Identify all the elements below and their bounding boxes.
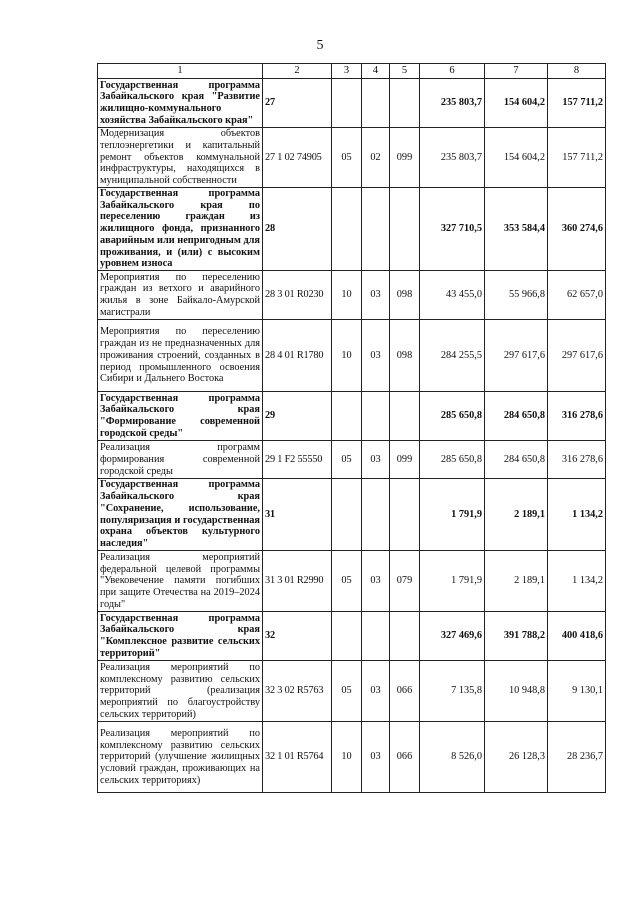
row-value-col8-cell: 316 278,6 [548, 392, 606, 441]
row-subsection-cell: 03 [362, 551, 390, 612]
row-value-col7-cell: 154 604,2 [485, 79, 548, 128]
row-expense-type-cell [390, 479, 420, 551]
column-header: 1 [98, 64, 263, 79]
row-value-col8-cell: 1 134,2 [548, 551, 606, 612]
row-expense-type-cell: 098 [390, 320, 420, 392]
row-value-col6-cell: 43 455,0 [420, 271, 485, 320]
table-row [98, 128, 606, 188]
row-expense-type-cell: 099 [390, 441, 420, 479]
row-code-cell: 32 1 01 R5764 [263, 722, 332, 793]
row-value-col7-cell: 353 584,4 [485, 188, 548, 271]
row-value-col8-cell: 316 278,6 [548, 441, 606, 479]
column-header: 2 [263, 64, 332, 79]
row-expense-type-cell [390, 188, 420, 271]
row-section-cell [332, 612, 362, 661]
row-value-col6-cell: 1 791,9 [420, 551, 485, 612]
column-header: 5 [390, 64, 420, 79]
row-name-cell: Государственная программа Забайкальского края "Комплексное развитие сельских территорий" [98, 612, 263, 661]
table-row [98, 320, 606, 392]
row-value-col8-cell: 360 274,6 [548, 188, 606, 271]
table-row [98, 661, 606, 722]
row-name-cell: Государственная программа Забайкальского края "Формирование современной городской среды" [98, 392, 263, 441]
column-header: 3 [332, 64, 362, 79]
row-section-cell: 05 [332, 128, 362, 188]
row-code-cell: 31 3 01 R2990 [263, 551, 332, 612]
row-code-cell: 32 [263, 612, 332, 661]
row-section-cell: 05 [332, 551, 362, 612]
row-value-col6-cell: 285 650,8 [420, 441, 485, 479]
row-name-cell: Государственная программа Забайкальского края "Сохранение, использование, популяризация и государственная охрана объектов культурного наследия" [98, 479, 263, 551]
table-row [98, 392, 606, 441]
row-value-col8-cell: 28 236,7 [548, 722, 606, 793]
row-value-col6-cell: 235 803,7 [420, 128, 485, 188]
column-header: 6 [420, 64, 485, 79]
row-value-col7-cell: 284 650,8 [485, 392, 548, 441]
row-value-col7-cell: 55 966,8 [485, 271, 548, 320]
table-row [98, 479, 606, 551]
row-value-col7-cell: 297 617,6 [485, 320, 548, 392]
row-value-col7-cell: 391 788,2 [485, 612, 548, 661]
row-name-cell: Мероприятия по переселению граждан из ветхого и аварийного жилья в зоне Байкало-Амурской магистрали [98, 271, 263, 320]
page-number: 5 [316, 38, 324, 53]
row-value-col6-cell: 285 650,8 [420, 392, 485, 441]
row-value-col6-cell: 7 135,8 [420, 661, 485, 722]
row-code-cell: 29 [263, 392, 332, 441]
row-subsection-cell: 03 [362, 271, 390, 320]
row-section-cell: 10 [332, 320, 362, 392]
row-section-cell: 10 [332, 722, 362, 793]
row-code-cell: 27 1 02 74905 [263, 128, 332, 188]
row-subsection-cell: 03 [362, 722, 390, 793]
row-value-col6-cell: 284 255,5 [420, 320, 485, 392]
table-row [98, 188, 606, 271]
table-row [98, 271, 606, 320]
row-code-cell: 29 1 F2 55550 [263, 441, 332, 479]
row-name-cell: Модернизация объектов теплоэнергетики и капитальный ремонт объектов коммунальной инфраструктуры, находящихся в муниципальной собственности [98, 128, 263, 188]
row-value-col7-cell: 154 604,2 [485, 128, 548, 188]
row-expense-type-cell: 098 [390, 271, 420, 320]
row-name-cell: Мероприятия по переселению граждан из не предназначенных для проживания строений, созданных в период промышленного освоения Сибири и Дальнего Востока [98, 320, 263, 392]
row-expense-type-cell: 066 [390, 661, 420, 722]
column-header: 8 [548, 64, 606, 79]
row-subsection-cell: 03 [362, 661, 390, 722]
row-subsection-cell: 03 [362, 320, 390, 392]
row-subsection-cell: 02 [362, 128, 390, 188]
row-section-cell: 05 [332, 661, 362, 722]
header-row [98, 64, 606, 79]
row-value-col6-cell: 235 803,7 [420, 79, 485, 128]
budget-table [97, 63, 606, 793]
row-code-cell: 27 [263, 79, 332, 128]
table-row [98, 722, 606, 793]
row-code-cell: 31 [263, 479, 332, 551]
column-header: 4 [362, 64, 390, 79]
row-subsection-cell: 03 [362, 441, 390, 479]
row-subsection-cell [362, 79, 390, 128]
table-row [98, 441, 606, 479]
row-name-cell: Реализация программ формирования современной городской среды [98, 441, 263, 479]
row-subsection-cell [362, 612, 390, 661]
row-value-col8-cell: 9 130,1 [548, 661, 606, 722]
row-value-col6-cell: 327 710,5 [420, 188, 485, 271]
row-section-cell: 10 [332, 271, 362, 320]
row-value-col7-cell: 284 650,8 [485, 441, 548, 479]
row-value-col8-cell: 297 617,6 [548, 320, 606, 392]
row-section-cell [332, 188, 362, 271]
row-name-cell: Реализация мероприятий федеральной целевой программы "Увековечение памяти погибших при защите Отечества на 2019–2024 годы" [98, 551, 263, 612]
table-body [98, 79, 606, 793]
row-value-col7-cell: 2 189,1 [485, 551, 548, 612]
row-value-col8-cell: 62 657,0 [548, 271, 606, 320]
table-row [98, 612, 606, 661]
row-expense-type-cell: 079 [390, 551, 420, 612]
row-subsection-cell [362, 188, 390, 271]
row-code-cell: 28 [263, 188, 332, 271]
row-subsection-cell [362, 479, 390, 551]
row-code-cell: 32 3 02 R5763 [263, 661, 332, 722]
row-name-cell: Государственная программа Забайкальского края по переселению граждан из жилищного фонда, признанного аварийным или непригодным для проживания, и (или) с высоким уровнем износа [98, 188, 263, 271]
column-header: 7 [485, 64, 548, 79]
row-name-cell: Реализация мероприятий по комплексному развитию сельских территорий (улучшение жилищных условий граждан, проживающих на сельских территориях) [98, 722, 263, 793]
row-value-col7-cell: 2 189,1 [485, 479, 548, 551]
row-section-cell: 05 [332, 441, 362, 479]
row-expense-type-cell: 066 [390, 722, 420, 793]
row-expense-type-cell [390, 392, 420, 441]
row-value-col6-cell: 327 469,6 [420, 612, 485, 661]
row-section-cell [332, 392, 362, 441]
table-row [98, 79, 606, 128]
row-value-col7-cell: 26 128,3 [485, 722, 548, 793]
row-expense-type-cell: 099 [390, 128, 420, 188]
row-value-col8-cell: 1 134,2 [548, 479, 606, 551]
row-code-cell: 28 3 01 R0230 [263, 271, 332, 320]
row-name-cell: Реализация мероприятий по комплексному развитию сельских территорий (реализация мероприятий по благоустройству сельских территорий) [98, 661, 263, 722]
table-row [98, 551, 606, 612]
row-section-cell [332, 79, 362, 128]
row-subsection-cell [362, 392, 390, 441]
row-value-col8-cell: 400 418,6 [548, 612, 606, 661]
row-value-col8-cell: 157 711,2 [548, 128, 606, 188]
row-expense-type-cell [390, 612, 420, 661]
row-value-col6-cell: 8 526,0 [420, 722, 485, 793]
row-value-col7-cell: 10 948,8 [485, 661, 548, 722]
row-code-cell: 28 4 01 R1780 [263, 320, 332, 392]
row-value-col8-cell: 157 711,2 [548, 79, 606, 128]
row-expense-type-cell [390, 79, 420, 128]
row-value-col6-cell: 1 791,9 [420, 479, 485, 551]
row-name-cell: Государственная программа Забайкальского края "Развитие жилищно-коммунального хозяйства Забайкальского края" [98, 79, 263, 128]
row-section-cell [332, 479, 362, 551]
